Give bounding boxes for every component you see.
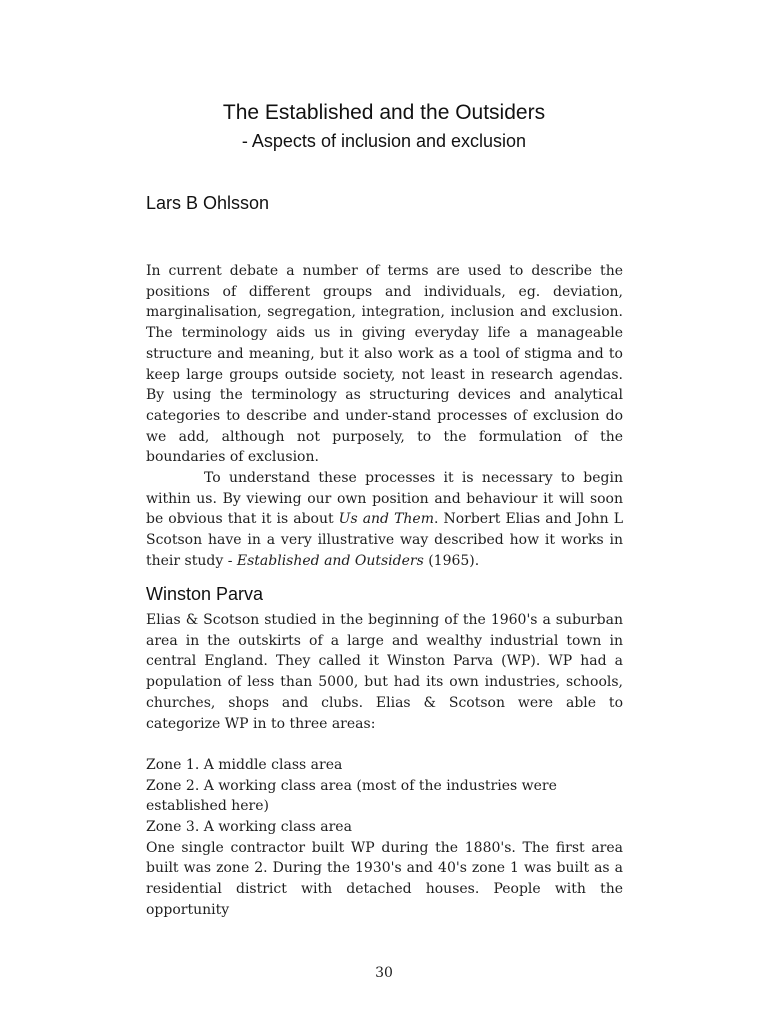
abstract-paragraph-2 (146, 468, 623, 572)
zone-item: Zone 1. A middle class area (146, 756, 343, 773)
zone-list (146, 755, 623, 838)
page-number: 30 (375, 965, 393, 981)
paper-subtitle: - Aspects of inclusion and exclusion (241, 131, 527, 151)
abstract-paragraph-2-part-b: . Norbert Elias and John L Scotson have in a very illustrative way described how it works in their study - (146, 511, 623, 569)
us-and-them-italic: Us and Them (338, 511, 434, 528)
abstract-text (146, 261, 623, 572)
zone-item: Zone 3. A working class area (146, 819, 352, 836)
abstract-paragraph-2-part-a: To understand these processes it is necessary to begin within us. By viewing our own position and behaviour it will soon be obvious that it is about (146, 470, 623, 528)
zone-item: Zone 2. A working class area (most of the industries were established here) (146, 777, 557, 815)
author-name: Lars B Ohlsson (146, 193, 270, 213)
winston-parva-text (146, 610, 623, 921)
paper-title: The Established and the Outsiders (222, 101, 546, 124)
section-heading-winston-parva: Winston Parva (146, 584, 264, 604)
winston-parva-paragraph-1: Elias & Scotson studied in the beginning of the 1960's a suburban area in the outskirts of a large and wealthy industrial town in central England. They called it Winston Parva (WP). WP had a population of less than 5000, but had its own industries, schools, churches, shops and clubs. Elias & Scotson were able to categorize WP in to three areas: (146, 612, 623, 732)
winston-parva-paragraph-2: One single contractor built WP during the 1880's. The first area built was zone 2. During the 1930's and 40's zone 1 was built as a residential district with detached houses. People with the opportunity (146, 839, 623, 918)
abstract-paragraph-2-part-c: (1965). (423, 552, 480, 569)
study-title-italic: Established and Outsiders (236, 552, 424, 569)
abstract-paragraph-1: In current debate a number of terms are used to describe the positions of different groups and individuals, eg. deviation, marginalisation, segregation, integration, inclusion and exclusion. The terminology aids us in giving everyday life a manageable structure and meaning, but it also work as a tool of stigma and to keep large groups outside society, not least in research agendas. By using the terminology as structuring devices and analytical categories to describe and under-stand processes of exclusion do we add, although not purposely, to the formulation of the boundaries of exclusion. (146, 263, 623, 466)
